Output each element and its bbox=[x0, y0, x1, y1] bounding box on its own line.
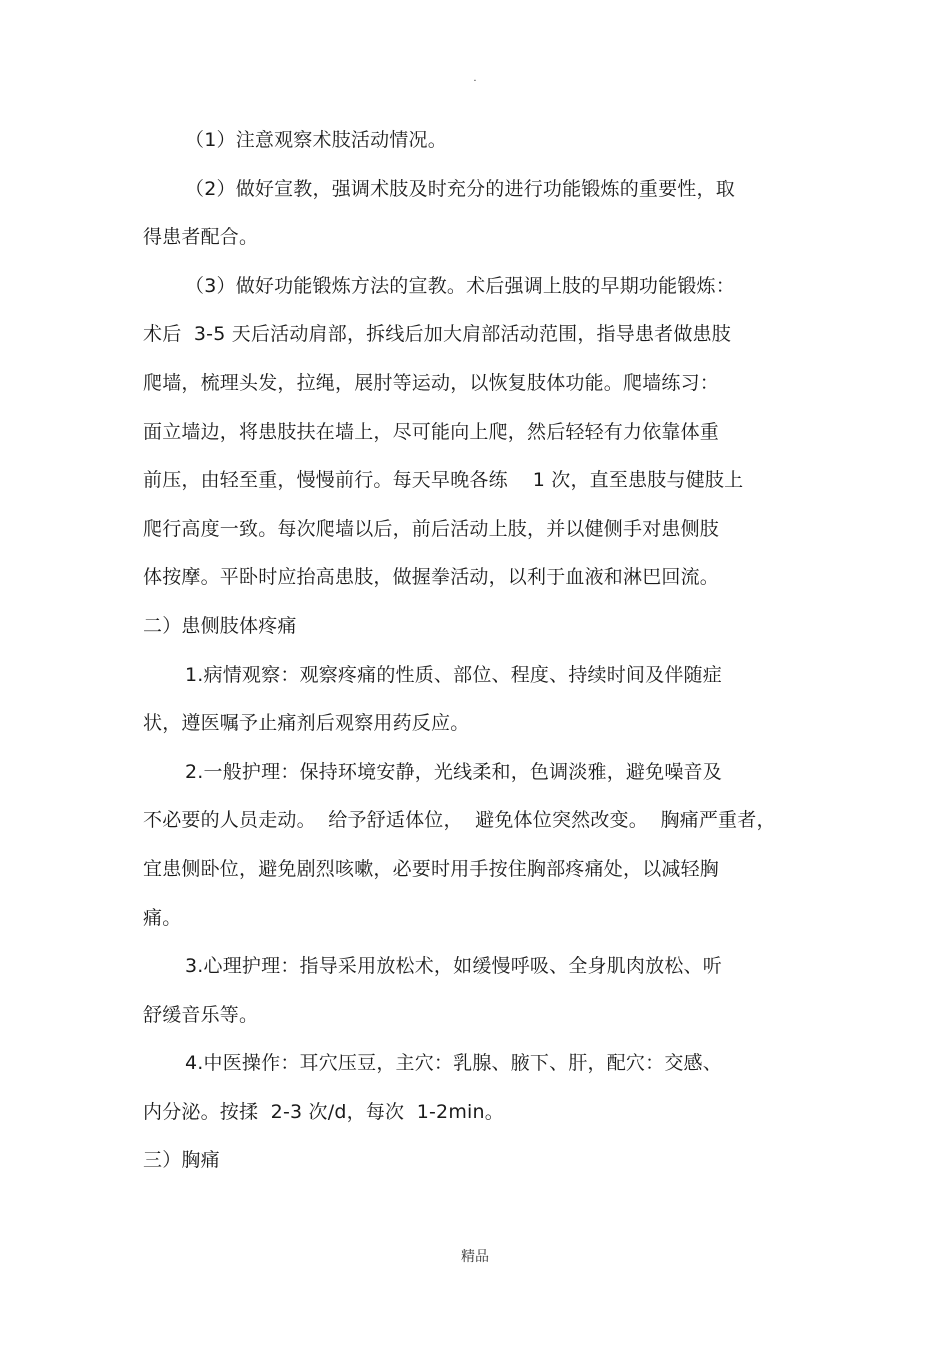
paragraph-line: 得患者配合。 bbox=[143, 226, 259, 249]
paragraph-line: 宜患侧卧位，避免剧烈咳嗽，必要时用手按住胸部疼痛处，以减轻胸 bbox=[143, 857, 720, 880]
section-heading: 三）胸痛 bbox=[143, 1149, 220, 1172]
paragraph-line: （3）做好功能锻炼方法的宣教。术后强调上肢的早期功能锻炼： bbox=[185, 274, 735, 297]
paragraph-line: 前压，由轻至重，慢慢前行。每天早晚各练 1 次，直至患肢与健肢上 bbox=[143, 469, 744, 492]
paragraph-line: 爬墙，梳理头发，拉绳，展肘等运动，以恢复肢体功能。爬墙练习： bbox=[143, 371, 720, 394]
paragraph-line: 4.中医操作：耳穴压豆，主穴：乳腺、腋下、肝，配穴：交感、 bbox=[185, 1052, 722, 1075]
paragraph-line: 内分泌。按揉 2-3 次/d，每次 1-2min。 bbox=[143, 1100, 504, 1123]
footer-label: 精品 bbox=[461, 1249, 489, 1265]
paragraph-line: 面立墙边，将患肢扶在墙上，尽可能向上爬，然后轻轻有力依靠体重 bbox=[143, 420, 720, 443]
paragraph-line: 体按摩。平卧时应抬高患肢，做握拳活动，以利于血液和淋巴回流。 bbox=[143, 566, 720, 589]
paragraph-line: 3.心理护理：指导采用放松术，如缓慢呼吸、全身肌肉放松、听 bbox=[185, 955, 722, 978]
paragraph-line: 舒缓音乐等。 bbox=[143, 1003, 259, 1026]
paragraph-line: 1.病情观察：观察疼痛的性质、部位、程度、持续时间及伴随症 bbox=[185, 663, 722, 686]
paragraph-line: （2）做好宣教，强调术肢及时充分的进行功能锻炼的重要性，取 bbox=[185, 177, 735, 200]
header-mark: . bbox=[473, 73, 477, 84]
paragraph-line: 2.一般护理：保持环境安静，光线柔和，色调淡雅，避免噪音及 bbox=[185, 760, 722, 783]
paragraph-line: 爬行高度一致。每次爬墙以后，前后活动上肢，并以健侧手对患侧肢 bbox=[143, 517, 720, 540]
paragraph-line: 术后 3-5 天后活动肩部，拆线后加大肩部活动范围，指导患者做患肢 bbox=[143, 323, 731, 346]
section-heading: 二）患侧肢体疼痛 bbox=[143, 614, 297, 637]
paragraph-line: 痛。 bbox=[143, 906, 182, 929]
paragraph-line: 不必要的人员走动。 给予舒适体位， 避免体位突然改变。 胸痛严重者， bbox=[143, 809, 776, 832]
paragraph-line: 状，遵医嘱予止痛剂后观察用药反应。 bbox=[143, 712, 470, 735]
document-body bbox=[143, 116, 798, 1185]
paragraph-line: （1）注意观察术肢活动情况。 bbox=[185, 129, 447, 151]
